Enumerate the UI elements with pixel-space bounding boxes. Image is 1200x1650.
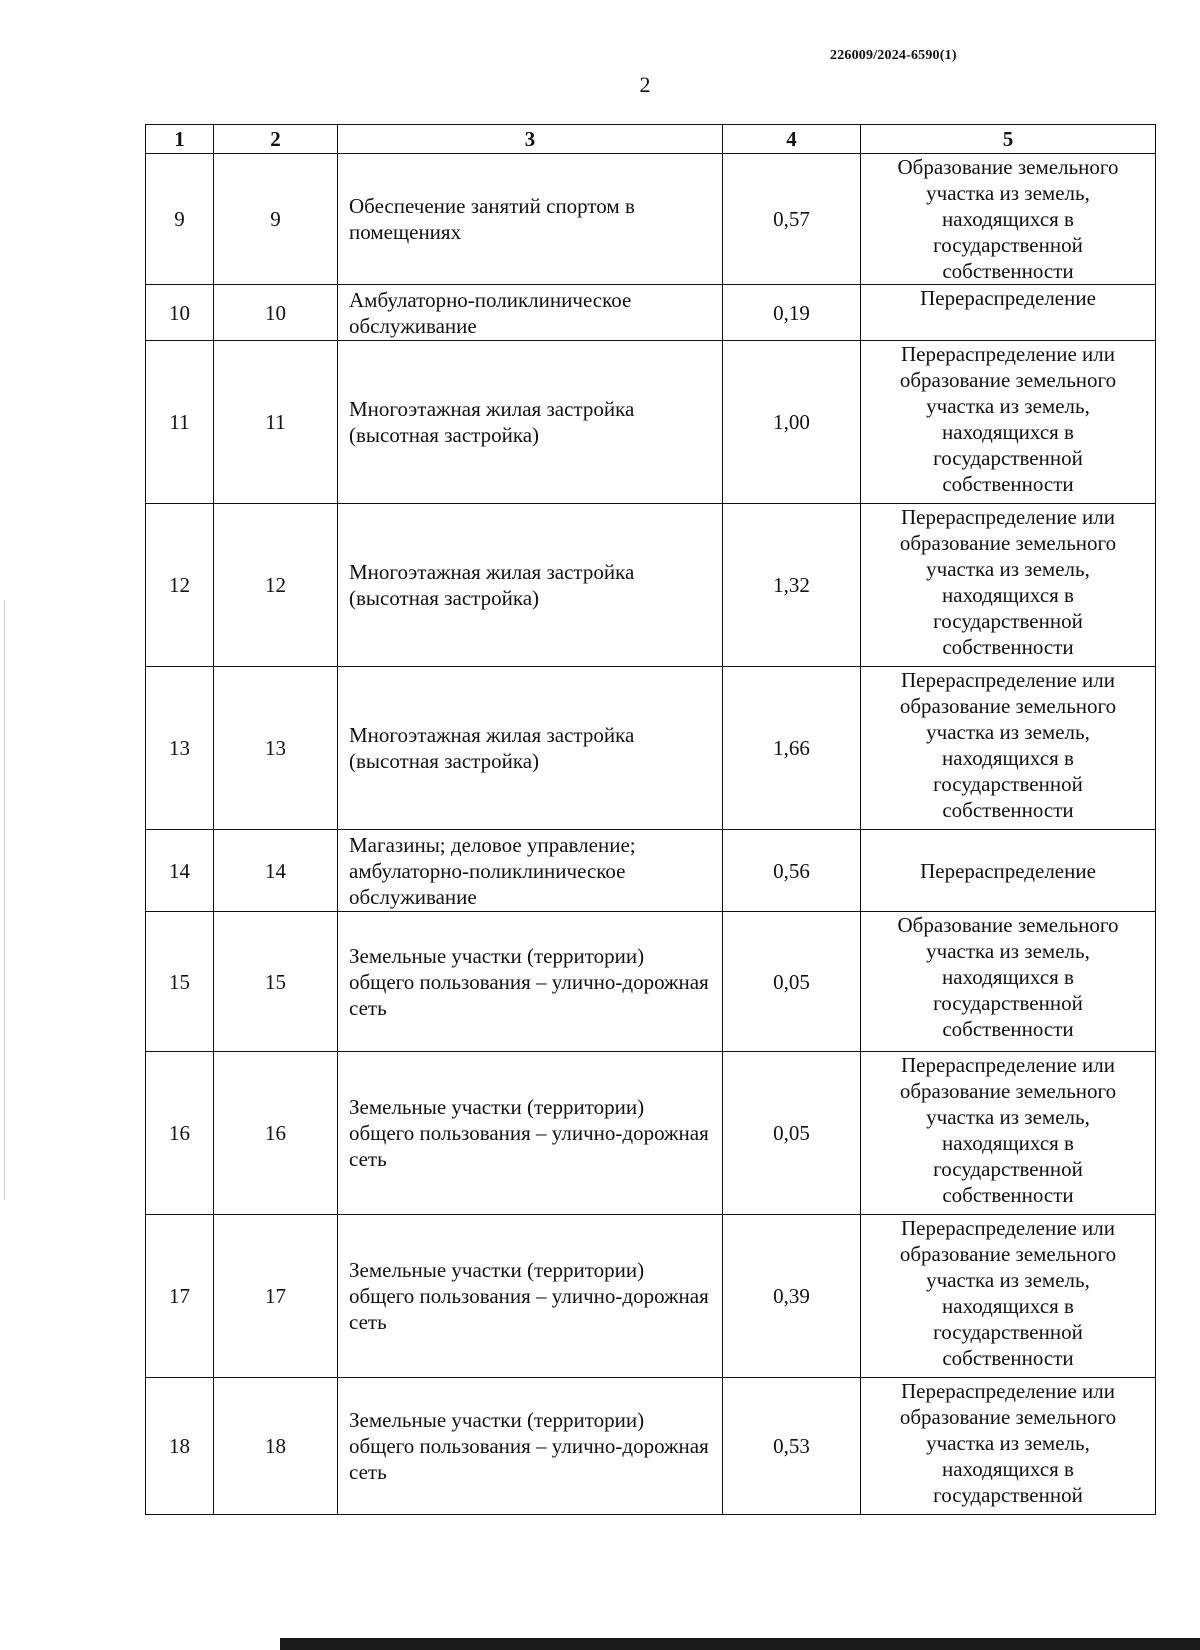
formation-method-cell: Перераспределение или образование земельного участка из земель, находящихся в государственной собственности	[861, 1052, 1156, 1215]
formation-method-cell: Перераспределение или образование земельного участка из земель, находящихся в государственной собственности	[861, 341, 1156, 504]
row-number-cell: 11	[146, 341, 214, 504]
area-cell: 0,56	[723, 830, 861, 912]
plot-number-cell: 15	[214, 912, 338, 1052]
permitted-use-cell: Многоэтажная жилая застройка (высотная застройка)	[338, 504, 723, 667]
row-number-cell: 9	[146, 154, 214, 285]
document-registration-number: 226009/2024-6590(1)	[830, 48, 957, 63]
formation-method-cell: Перераспределение или образование земельного участка из земель, находящихся в государственной собственности	[861, 1215, 1156, 1378]
table-header-row	[146, 125, 1156, 154]
row-number-cell: 18	[146, 1378, 214, 1515]
formation-method-cell: Перераспределение	[861, 285, 1156, 341]
formation-method-cell: Образование земельного участка из земель, находящихся в государственной собственности	[861, 912, 1156, 1052]
formation-method-cell: Перераспределение или образование земельного участка из земель, находящихся в государственной собственности	[861, 504, 1156, 667]
row-number-cell: 15	[146, 912, 214, 1052]
permitted-use-cell: Земельные участки (территории) общего пользования – улично-дорожная сеть	[338, 1215, 723, 1378]
formation-method-cell: Перераспределение или образование земельного участка из земель, находящихся в государственной	[861, 1378, 1156, 1515]
area-cell: 1,32	[723, 504, 861, 667]
table-row	[146, 285, 1156, 341]
scan-edge-mark	[4, 600, 5, 1200]
table-row	[146, 1378, 1156, 1515]
row-number-cell: 16	[146, 1052, 214, 1215]
scan-bottom-edge	[280, 1638, 1200, 1650]
plot-number-cell: 18	[214, 1378, 338, 1515]
column-header: 5	[861, 125, 1156, 154]
permitted-use-cell: Земельные участки (территории) общего пользования – улично-дорожная сеть	[338, 1052, 723, 1215]
plot-number-cell: 9	[214, 154, 338, 285]
permitted-use-cell: Магазины; деловое управление; амбулаторно-поликлиническое обслуживание	[338, 830, 723, 912]
area-cell: 0,05	[723, 912, 861, 1052]
permitted-use-cell: Амбулаторно-поликлиническое обслуживание	[338, 285, 723, 341]
permitted-use-cell: Обеспечение занятий спортом в помещениях	[338, 154, 723, 285]
area-cell: 1,66	[723, 667, 861, 830]
permitted-use-cell: Многоэтажная жилая застройка (высотная застройка)	[338, 667, 723, 830]
permitted-use-cell: Земельные участки (территории) общего пользования – улично-дорожная сеть	[338, 1378, 723, 1515]
plot-number-cell: 14	[214, 830, 338, 912]
row-number-cell: 14	[146, 830, 214, 912]
row-number-cell: 17	[146, 1215, 214, 1378]
plot-number-cell: 10	[214, 285, 338, 341]
land-plots-table	[145, 124, 1156, 1515]
permitted-use-cell: Земельные участки (территории) общего пользования – улично-дорожная сеть	[338, 912, 723, 1052]
table-row	[146, 1215, 1156, 1378]
page-number: 2	[639, 72, 651, 97]
plot-number-cell: 13	[214, 667, 338, 830]
plot-number-cell: 12	[214, 504, 338, 667]
table-row	[146, 830, 1156, 912]
table-row	[146, 154, 1156, 285]
column-header: 1	[146, 125, 214, 154]
table-row	[146, 1052, 1156, 1215]
formation-method-cell: Перераспределение или образование земельного участка из земель, находящихся в государственной собственности	[861, 667, 1156, 830]
area-cell: 0,39	[723, 1215, 861, 1378]
plot-number-cell: 17	[214, 1215, 338, 1378]
table-row	[146, 667, 1156, 830]
column-header: 4	[723, 125, 861, 154]
plot-number-cell: 16	[214, 1052, 338, 1215]
area-cell: 0,05	[723, 1052, 861, 1215]
area-cell: 0,19	[723, 285, 861, 341]
row-number-cell: 12	[146, 504, 214, 667]
column-header: 3	[338, 125, 723, 154]
area-cell: 0,53	[723, 1378, 861, 1515]
row-number-cell: 10	[146, 285, 214, 341]
formation-method-cell: Перераспределение	[861, 830, 1156, 912]
row-number-cell: 13	[146, 667, 214, 830]
column-header: 2	[214, 125, 338, 154]
permitted-use-cell: Многоэтажная жилая застройка (высотная застройка)	[338, 341, 723, 504]
area-cell: 1,00	[723, 341, 861, 504]
plot-number-cell: 11	[214, 341, 338, 504]
table-row	[146, 912, 1156, 1052]
formation-method-cell: Образование земельного участка из земель, находящихся в государственной собственности	[861, 154, 1156, 285]
table-row	[146, 341, 1156, 504]
area-cell: 0,57	[723, 154, 861, 285]
table-row	[146, 504, 1156, 667]
